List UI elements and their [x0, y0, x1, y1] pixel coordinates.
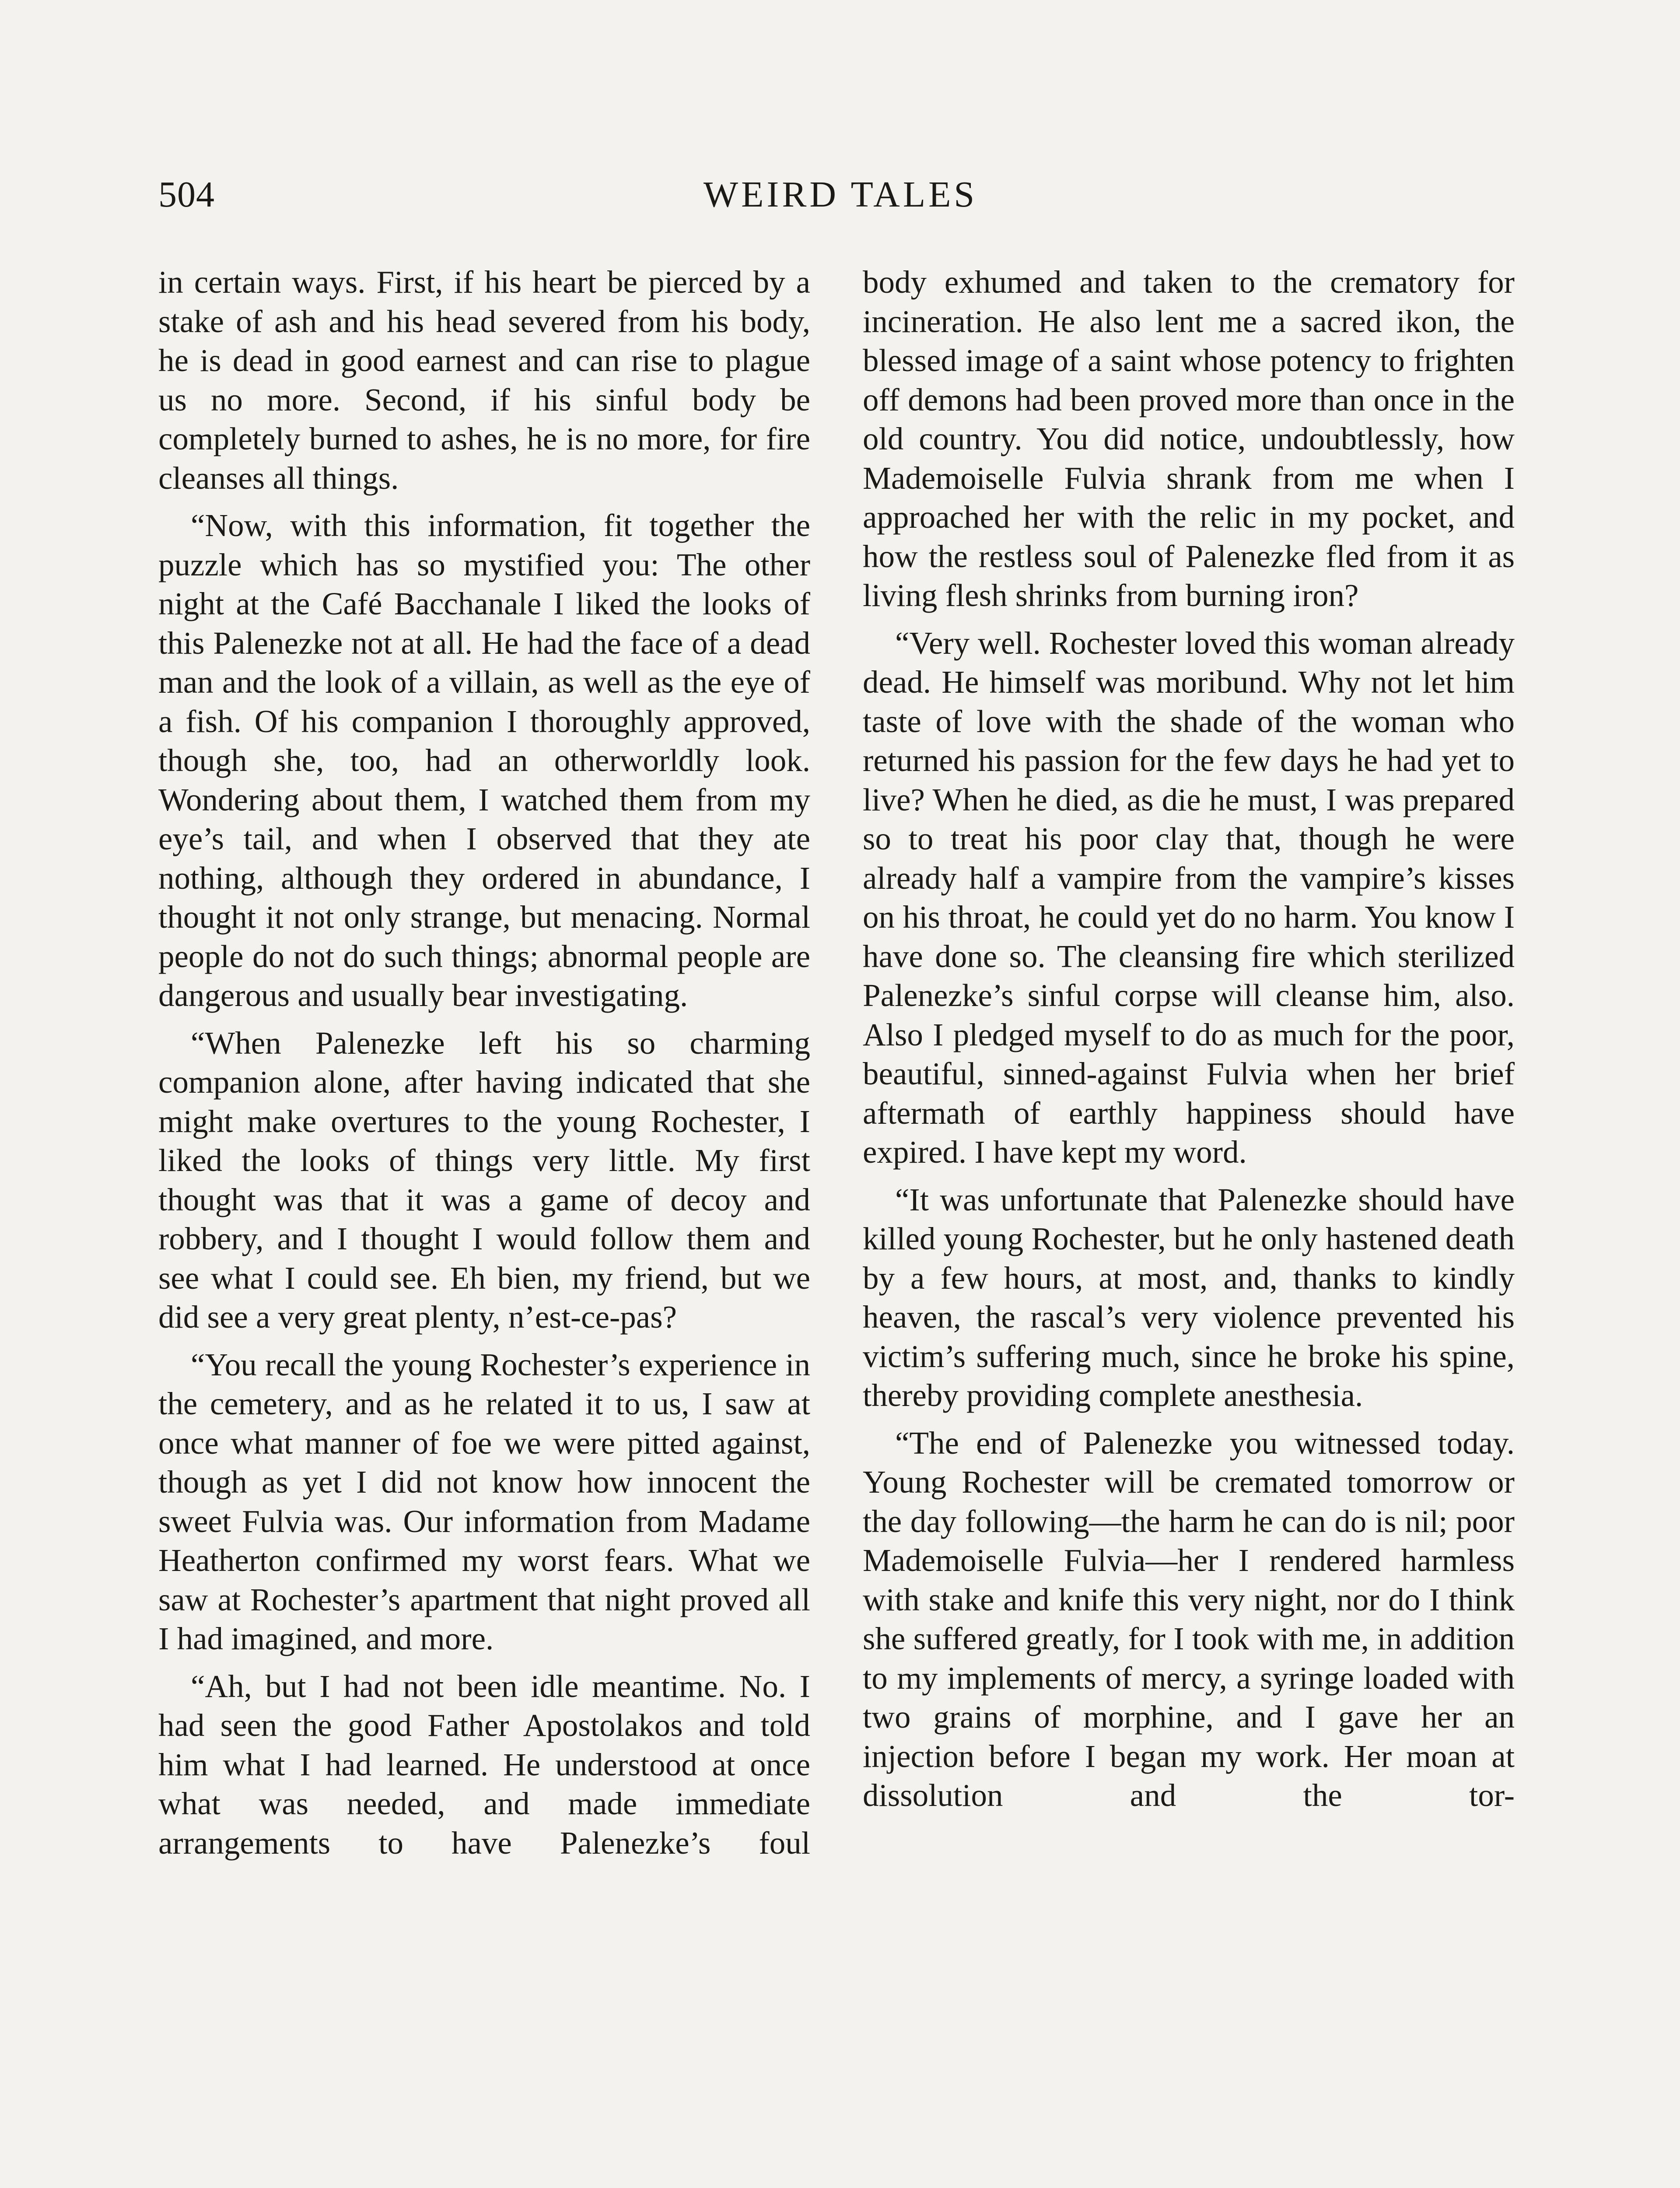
left-text-column: [158, 263, 810, 1871]
paragraph: “Very well. Rochester loved this woman already dead. He himself was moribund. Why not let him taste of love with the shade of the woman who returned his passion for the few days he had yet to live? When he died, as die he must, I was prepared so to treat his poor clay that, though he were already half a vampire from the vampire’s kisses on his throat, he could yet do no harm. You know I have done so. The cleansing fire which sterilized Palenezke’s sinful corpse will cleanse him, also. Also I pledged myself to do as much for the poor, beautiful, sinned-against Fulvia when her brief aftermath of earthly happiness should have expired. I have kept my word.: [863, 625, 1515, 1170]
paragraph: “Ah, but I had not been idle meantime. No. I had seen the good Father Apostolakos and told him what I had learned. He understood at once what was needed, and made immediate arrangements to have Palenezke’s foul: [158, 1668, 810, 1861]
paragraph: “The end of Palenezke you witnessed today. Young Rochester will be cremated tomorrow or the day following—the harm he can do is nil; poor Mademoiselle Fulvia—her I rendered harmless with stake and knife this very night, nor do I think she suffered greatly, for I took with me, in addition to my implements of mercy, a syringe loaded with two grains of morphine, and I gave her an injection before I began my work. Her moan at dissolution and the tor-: [863, 1425, 1515, 1813]
paragraph: “When Palenezke left his so charming companion alone, after having indicated that she might make overtures to the young Rochester, I liked the looks of things very little. My first thought was that it was a game of decoy and robbery, and I thought I would follow them and see what I could see. Eh bien, my friend, but we did see a very great plenty, n’est-ce-pas?: [158, 1025, 810, 1335]
paragraph: in certain ways. First, if his heart be pierced by a stake of ash and his head severed from his body, he is dead in good earnest and can rise to plague us no more. Second, if his sinful body be completely burned to ashes, he is no more, for fire cleanses all things.: [158, 264, 810, 496]
right-text-column: [863, 263, 1515, 1823]
magazine-title: WEIRD TALES: [703, 174, 978, 215]
paragraph: “You recall the young Rochester’s experience in the cemetery, and as he related it to us, I saw at once what manner of foe we were pitted against, though as yet I did not know how innocent the sweet Fulvia was. Our information from Madame Heatherton confirmed my worst fears. What we saw at Rochester’s apartment that night proved all I had imagined, and more.: [158, 1346, 810, 1656]
page-number: 504: [158, 174, 215, 215]
paragraph: body exhumed and taken to the crematory for incineration. He also lent me a sacred ikon, the blessed image of a saint whose potency to frighten off demons had been proved more than once in the old country. You did notice, undoubtlessly, how Mademoiselle Fulvia shrank from me when I approached her with the relic in my pocket, and how the restless soul of Palenezke fled from it as living flesh shrinks from burning iron?: [863, 264, 1515, 613]
paragraph: “It was unfortunate that Palenezke should have killed young Rochester, but he only hastened death by a few hours, at most, and, thanks to kindly heaven, the rascal’s very violence prevented his victim’s suffering much, since he broke his spine, thereby providing complete anesthesia.: [863, 1182, 1515, 1413]
paragraph: “Now, with this information, fit together the puzzle which has so mystified you: The other night at the Café Bacchanale I liked the looks of this Palenezke not at all. He had the face of a dead man and the look of a villain, as well as the eye of a fish. Of his companion I thoroughly approved, though she, too, had an otherworldly look. Wondering about them, I watched them from my eye’s tail, and when I observed that they ate nothing, although they ordered in abundance, I thought it not only strange, but menacing. Normal people do not do such things; abnormal people are dangerous and usually bear investigating.: [158, 508, 810, 1013]
running-head: [158, 166, 1522, 223]
